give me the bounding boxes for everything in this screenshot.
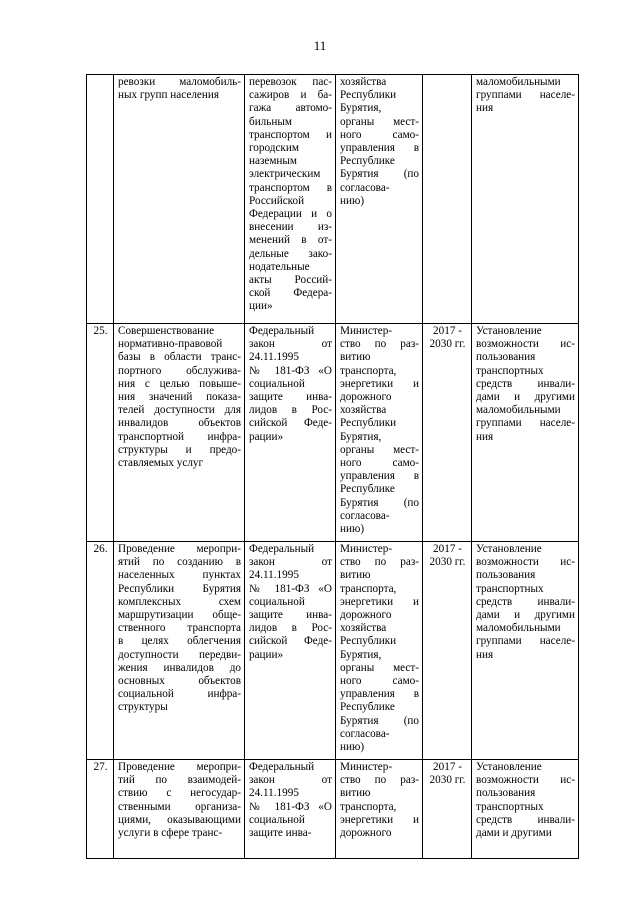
cell-line: хозяйства (340, 622, 387, 635)
cell-line: ния (476, 102, 494, 115)
cell-line: транспорта, (340, 800, 397, 813)
cell-line: базы в области транс- (118, 351, 241, 364)
cell-line: 24.11.1995 (249, 569, 299, 582)
table-row (87, 760, 579, 859)
cell-line: маршрутизации обще- (118, 609, 241, 622)
cell-line: ции» (249, 300, 273, 313)
period-cell (423, 75, 472, 324)
cell-line: управления в (340, 470, 419, 483)
cell-line: ственного транспорта (118, 622, 241, 635)
cell-line: Министер- (340, 325, 393, 337)
cell-line: Республики (340, 89, 397, 102)
cell-line: сажиров и ба- (249, 89, 332, 102)
cell-line: 24.11.1995 (249, 351, 299, 364)
cell-line: услуги в сфере транс- (118, 827, 223, 840)
cell-line: бильным (249, 115, 292, 128)
cell-line: закон от (249, 774, 332, 787)
result-cell (472, 324, 579, 542)
cell-line: витию (340, 351, 371, 364)
cell-line: рации» (249, 648, 284, 661)
row-number-cell (87, 75, 114, 324)
cell-line: Федеральный (249, 325, 315, 337)
cell-line: нормативно-правовой (118, 338, 223, 351)
period-cell (423, 542, 472, 760)
cell-line: Бурятия, (340, 102, 382, 115)
cell-line: Республике (340, 155, 395, 168)
cell-line: нодательные (249, 260, 310, 273)
cell-line: лидов в Рос- (249, 404, 332, 417)
cell-line: структуры и предо- (118, 443, 241, 456)
row-number: 26. (93, 543, 108, 555)
cell-line: возможности ис- (476, 338, 575, 351)
cell-line: согласова- (340, 181, 390, 194)
cell-line: пользования (476, 569, 536, 582)
cell-line: 2030 гг. (429, 774, 466, 787)
cell-line: транспортом и (249, 128, 332, 141)
cell-line: населенных пунктах (118, 569, 241, 582)
executor-cell (336, 542, 423, 760)
cell-line: органы мест- (340, 661, 419, 674)
cell-line: лидов в Рос- (249, 622, 332, 635)
cell-line: ния (476, 648, 494, 661)
table-row (87, 542, 579, 760)
row-number-cell (87, 324, 114, 542)
row-number-cell (87, 542, 114, 760)
cell-line: витию (340, 787, 371, 800)
cell-line: ния (476, 430, 494, 443)
cell-line: маломобильными (476, 76, 561, 88)
cell-line: сийской Феде- (249, 417, 332, 430)
cell-line: дельные зако- (249, 247, 332, 260)
legal-basis-cell (245, 75, 336, 324)
cell-line: ской Федера- (249, 287, 332, 300)
cell-line: гажа автомо- (249, 102, 332, 115)
cell-line: транспортных (476, 364, 544, 377)
legal-basis-cell (245, 760, 336, 859)
table-row (87, 75, 579, 324)
cell-line: 2017 - (433, 761, 462, 773)
cell-line: Республики Бурятия (118, 582, 241, 595)
cell-line: хозяйства (340, 76, 387, 88)
cell-line: дами и другими (476, 827, 552, 840)
cell-line: Бурятия (по (340, 168, 419, 181)
cell-line: маломобильными (476, 622, 561, 635)
cell-line: городским (249, 142, 299, 155)
cell-line: энергетики и (340, 813, 419, 826)
cell-line: ревозки маломобиль- (118, 76, 241, 88)
cell-line: группами населе- (476, 89, 575, 102)
cell-line: группами населе- (476, 417, 575, 430)
cell-line: защите инва- (249, 391, 332, 404)
cell-line: дами и другими (476, 391, 575, 404)
cell-line: менений в от- (249, 234, 332, 247)
cell-line: группами населе- (476, 635, 575, 648)
cell-line: ствию с негосудар- (118, 787, 241, 800)
cell-line: Республике (340, 701, 395, 714)
cell-line: внесении из- (249, 221, 332, 234)
cell-line: социальной (249, 813, 305, 826)
cell-line: закон от (249, 556, 332, 569)
cell-line: № 181-ФЗ «О (249, 364, 332, 377)
cell-line: закон от (249, 338, 332, 351)
cell-line: перевозок пас- (249, 76, 332, 88)
cell-line: ного само- (340, 457, 419, 470)
cell-line: нию) (340, 523, 365, 536)
cell-line: защите инва- (249, 609, 332, 622)
cell-line: транспорта, (340, 582, 397, 595)
measures-table (86, 74, 579, 859)
cell-line: ния с целью повыше- (118, 377, 241, 390)
cell-line: нию) (340, 194, 365, 207)
cell-line: № 181-ФЗ «О (249, 582, 332, 595)
cell-line: Бурятия (по (340, 496, 419, 509)
cell-line: Федерации и о (249, 208, 332, 221)
cell-line: транспортной инфра- (118, 430, 241, 443)
cell-line: пользования (476, 787, 536, 800)
cell-line: доступности передви- (118, 648, 241, 661)
cell-line: ятий по созданию в (118, 556, 241, 569)
cell-line: 2030 гг. (429, 338, 466, 351)
cell-line: защите инва- (249, 827, 312, 840)
cell-line: транспортом в (249, 181, 332, 194)
cell-line: Установление (476, 761, 542, 773)
cell-line: ных групп населения (118, 89, 219, 102)
cell-line: 2030 гг. (429, 556, 466, 569)
cell-line: Российской (249, 194, 305, 207)
cell-line: Проведение меропри- (118, 761, 241, 773)
cell-line: транспортных (476, 582, 544, 595)
cell-line: социальной (249, 377, 305, 390)
cell-line: Бурятия, (340, 648, 382, 661)
cell-line: ставляемых услуг (118, 457, 204, 470)
cell-line: пользования (476, 351, 536, 364)
legal-basis-cell (245, 324, 336, 542)
row-number: 25. (93, 325, 108, 337)
cell-line: № 181-ФЗ «О (249, 800, 332, 813)
cell-line: жения инвалидов до (118, 661, 241, 674)
cell-line: согласова- (340, 509, 390, 522)
cell-line: ного само- (340, 675, 419, 688)
cell-line: ство по раз- (340, 338, 419, 351)
cell-line: инвалидов объектов (118, 417, 241, 430)
cell-line: циями, оказывающими (118, 813, 241, 826)
executor-cell (336, 324, 423, 542)
cell-line: транспортных (476, 800, 544, 813)
cell-line: дами и другими (476, 609, 575, 622)
cell-line: нию) (340, 741, 365, 754)
activity-cell (114, 75, 245, 324)
legal-basis-cell (245, 542, 336, 760)
cell-line: Совершенствование (118, 325, 215, 337)
cell-line: 24.11.1995 (249, 787, 299, 800)
activity-cell (114, 542, 245, 760)
cell-line: дорожного (340, 827, 392, 840)
cell-line: акты Россий- (249, 274, 332, 287)
cell-line: 2017 - (433, 543, 462, 555)
cell-line: витию (340, 569, 371, 582)
cell-line: 2017 - (433, 325, 462, 337)
row-number-cell (87, 760, 114, 859)
cell-line: средств инвали- (476, 595, 575, 608)
cell-line: ство по раз- (340, 556, 419, 569)
cell-line: Республики (340, 635, 397, 648)
cell-line: возможности ис- (476, 556, 575, 569)
cell-line: Республике (340, 483, 395, 496)
cell-line: средств инвали- (476, 377, 575, 390)
cell-line: ственными организа- (118, 800, 241, 813)
result-cell (472, 75, 579, 324)
cell-line: Установление (476, 543, 542, 555)
executor-cell (336, 75, 423, 324)
cell-line: Федеральный (249, 543, 315, 555)
period-cell (423, 324, 472, 542)
cell-line: Бурятия, (340, 430, 382, 443)
cell-line: рации» (249, 430, 284, 443)
cell-line: Проведение меропри- (118, 543, 241, 555)
cell-line: маломобильными (476, 404, 561, 417)
cell-line: социальной инфра- (118, 688, 241, 701)
cell-line: тий по взаимодей- (118, 774, 241, 787)
cell-line: Федеральный (249, 761, 315, 773)
period-cell (423, 760, 472, 859)
cell-line: энергетики и (340, 595, 419, 608)
cell-line: наземным (249, 155, 298, 168)
cell-line: Министер- (340, 761, 393, 773)
cell-line: энергетики и (340, 377, 419, 390)
cell-line: в целях облегчения (118, 635, 241, 648)
cell-line: управления в (340, 688, 419, 701)
cell-line: управления в (340, 142, 419, 155)
cell-line: транспорта, (340, 364, 397, 377)
cell-line: органы мест- (340, 443, 419, 456)
cell-line: сийской Феде- (249, 635, 332, 648)
cell-line: комплексных схем (118, 595, 241, 608)
row-number: 27. (93, 761, 108, 773)
cell-line: согласова- (340, 727, 390, 740)
cell-line: дорожного (340, 391, 392, 404)
activity-cell (114, 324, 245, 542)
cell-line: Установление (476, 325, 542, 337)
cell-line: Министер- (340, 543, 393, 555)
cell-line: средств инвали- (476, 813, 575, 826)
cell-line: портного обслужива- (118, 364, 241, 377)
page-number: 11 (313, 38, 327, 53)
cell-line: основных объектов (118, 675, 241, 688)
cell-line: ного само- (340, 128, 419, 141)
cell-line: ния значений показа- (118, 391, 241, 404)
cell-line: хозяйства (340, 404, 387, 417)
cell-line: возможности ис- (476, 774, 575, 787)
table-row (87, 324, 579, 542)
activity-cell (114, 760, 245, 859)
cell-line: ство по раз- (340, 774, 419, 787)
result-cell (472, 760, 579, 859)
cell-line: Бурятия (по (340, 714, 419, 727)
executor-cell (336, 760, 423, 859)
cell-line: электрическим (249, 168, 321, 181)
cell-line: Республики (340, 417, 397, 430)
cell-line: органы мест- (340, 115, 419, 128)
result-cell (472, 542, 579, 760)
cell-line: дорожного (340, 609, 392, 622)
cell-line: структуры (118, 701, 168, 714)
cell-line: социальной (249, 595, 305, 608)
cell-line: телей доступности для (118, 404, 241, 417)
